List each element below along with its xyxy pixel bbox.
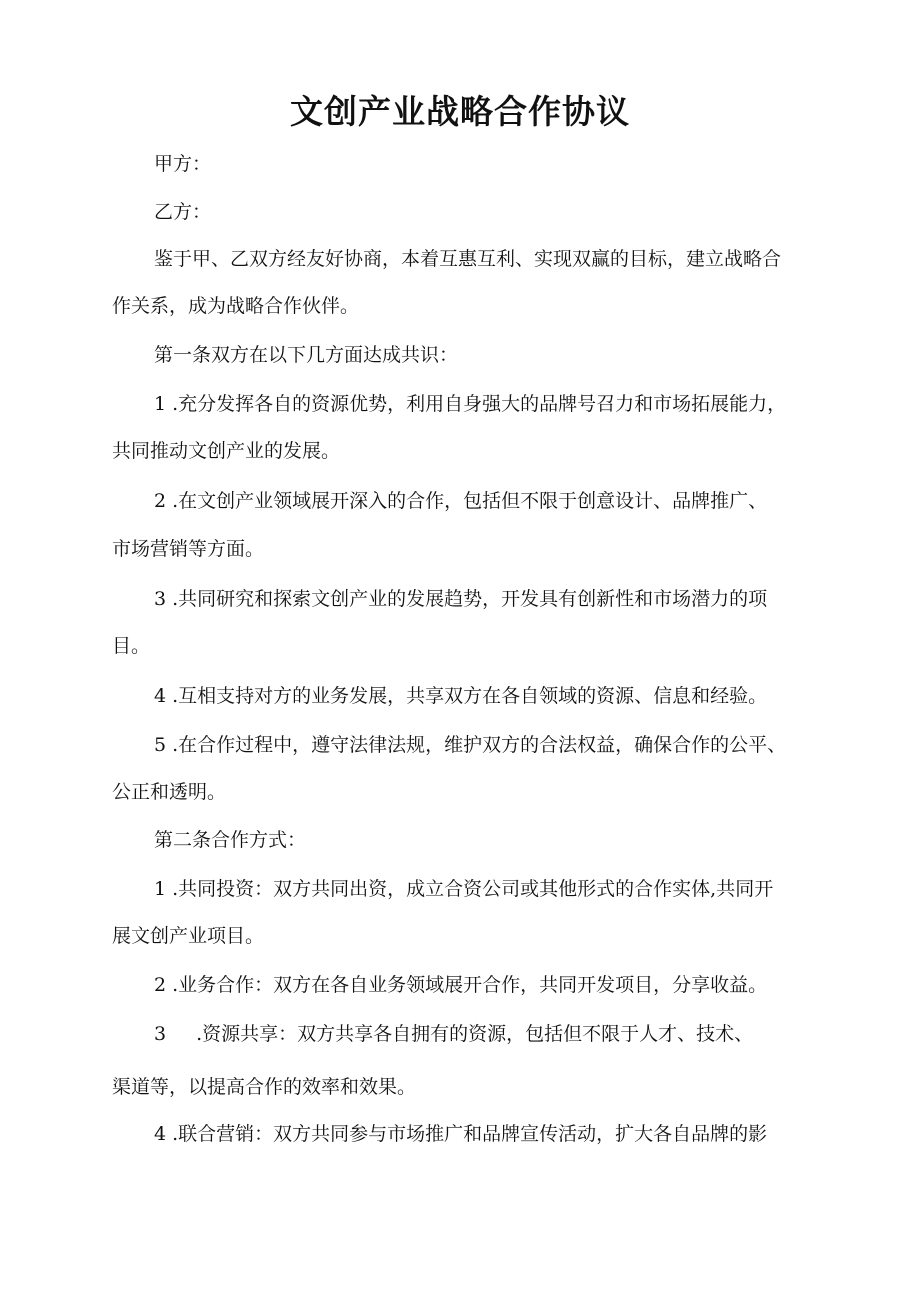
article1-item3-line2: 目。 [112, 635, 151, 657]
document-title: 文创产业战略合作协议 [290, 92, 630, 131]
article2-item1-line2: 展文创产业项目。 [112, 925, 265, 947]
article2-item2-line1: 2 .业务合作：双方在各自业务领域展开合作，共同开发项目，分享收益。 [154, 974, 768, 996]
article1-item4-line1: 4 .互相支持对方的业务发展，共享双方在各自领域的资源、信息和经验。 [154, 685, 768, 707]
article2-item3-text: .资源共享：双方共享各自拥有的资源，包括但不限于人才、技术、 [196, 1023, 754, 1045]
article1-item1-line2: 共同推动文创产业的发展。 [112, 440, 341, 462]
article1-heading: 第一条双方在以下几方面达成共识： [154, 344, 459, 366]
article2-heading: 第二条合作方式： [154, 829, 307, 851]
party-b-line: 乙方： [154, 201, 212, 223]
article1-item1-line1: 1 .充分发挥各自的资源优势，利用自身强大的品牌号召力和市场拓展能力， [154, 393, 787, 415]
article2-item3-number: 3 [154, 1023, 167, 1045]
article2-item4-line1: 4 .联合营销：双方共同参与市场推广和品牌宣传活动，扩大各自品牌的影 [154, 1123, 768, 1145]
article2-item1-line1: 1 .共同投资：双方共同出资，成立合资公司或其他形式的合作实体,共同开 [154, 878, 774, 900]
article1-item3-line1: 3 .共同研究和探索文创产业的发展趋势，开发具有创新性和市场潜力的项 [154, 588, 768, 610]
intro-line-1: 鉴于甲、乙双方经友好协商，本着互惠互利、实现双赢的目标，建立战略合 [154, 248, 782, 270]
party-a-line: 甲方： [154, 153, 212, 175]
article1-item5-line2: 公正和透明。 [112, 781, 227, 803]
article1-item5-line1: 5 .在合作过程中，遵守法律法规，维护双方的合法权益，确保合作的公平、 [154, 734, 787, 756]
article2-item3-line2: 渠道等，以提高合作的效率和效果。 [112, 1076, 417, 1098]
article1-item2-line2: 市场营销等方面。 [112, 538, 265, 560]
article1-item2-line1: 2 .在文创产业领域展开深入的合作，包括但不限于创意设计、品牌推广、 [154, 490, 768, 512]
article2-item3-line1 [154, 1020, 854, 1048]
intro-line-2: 作关系，成为战略合作伙伴。 [112, 295, 360, 317]
